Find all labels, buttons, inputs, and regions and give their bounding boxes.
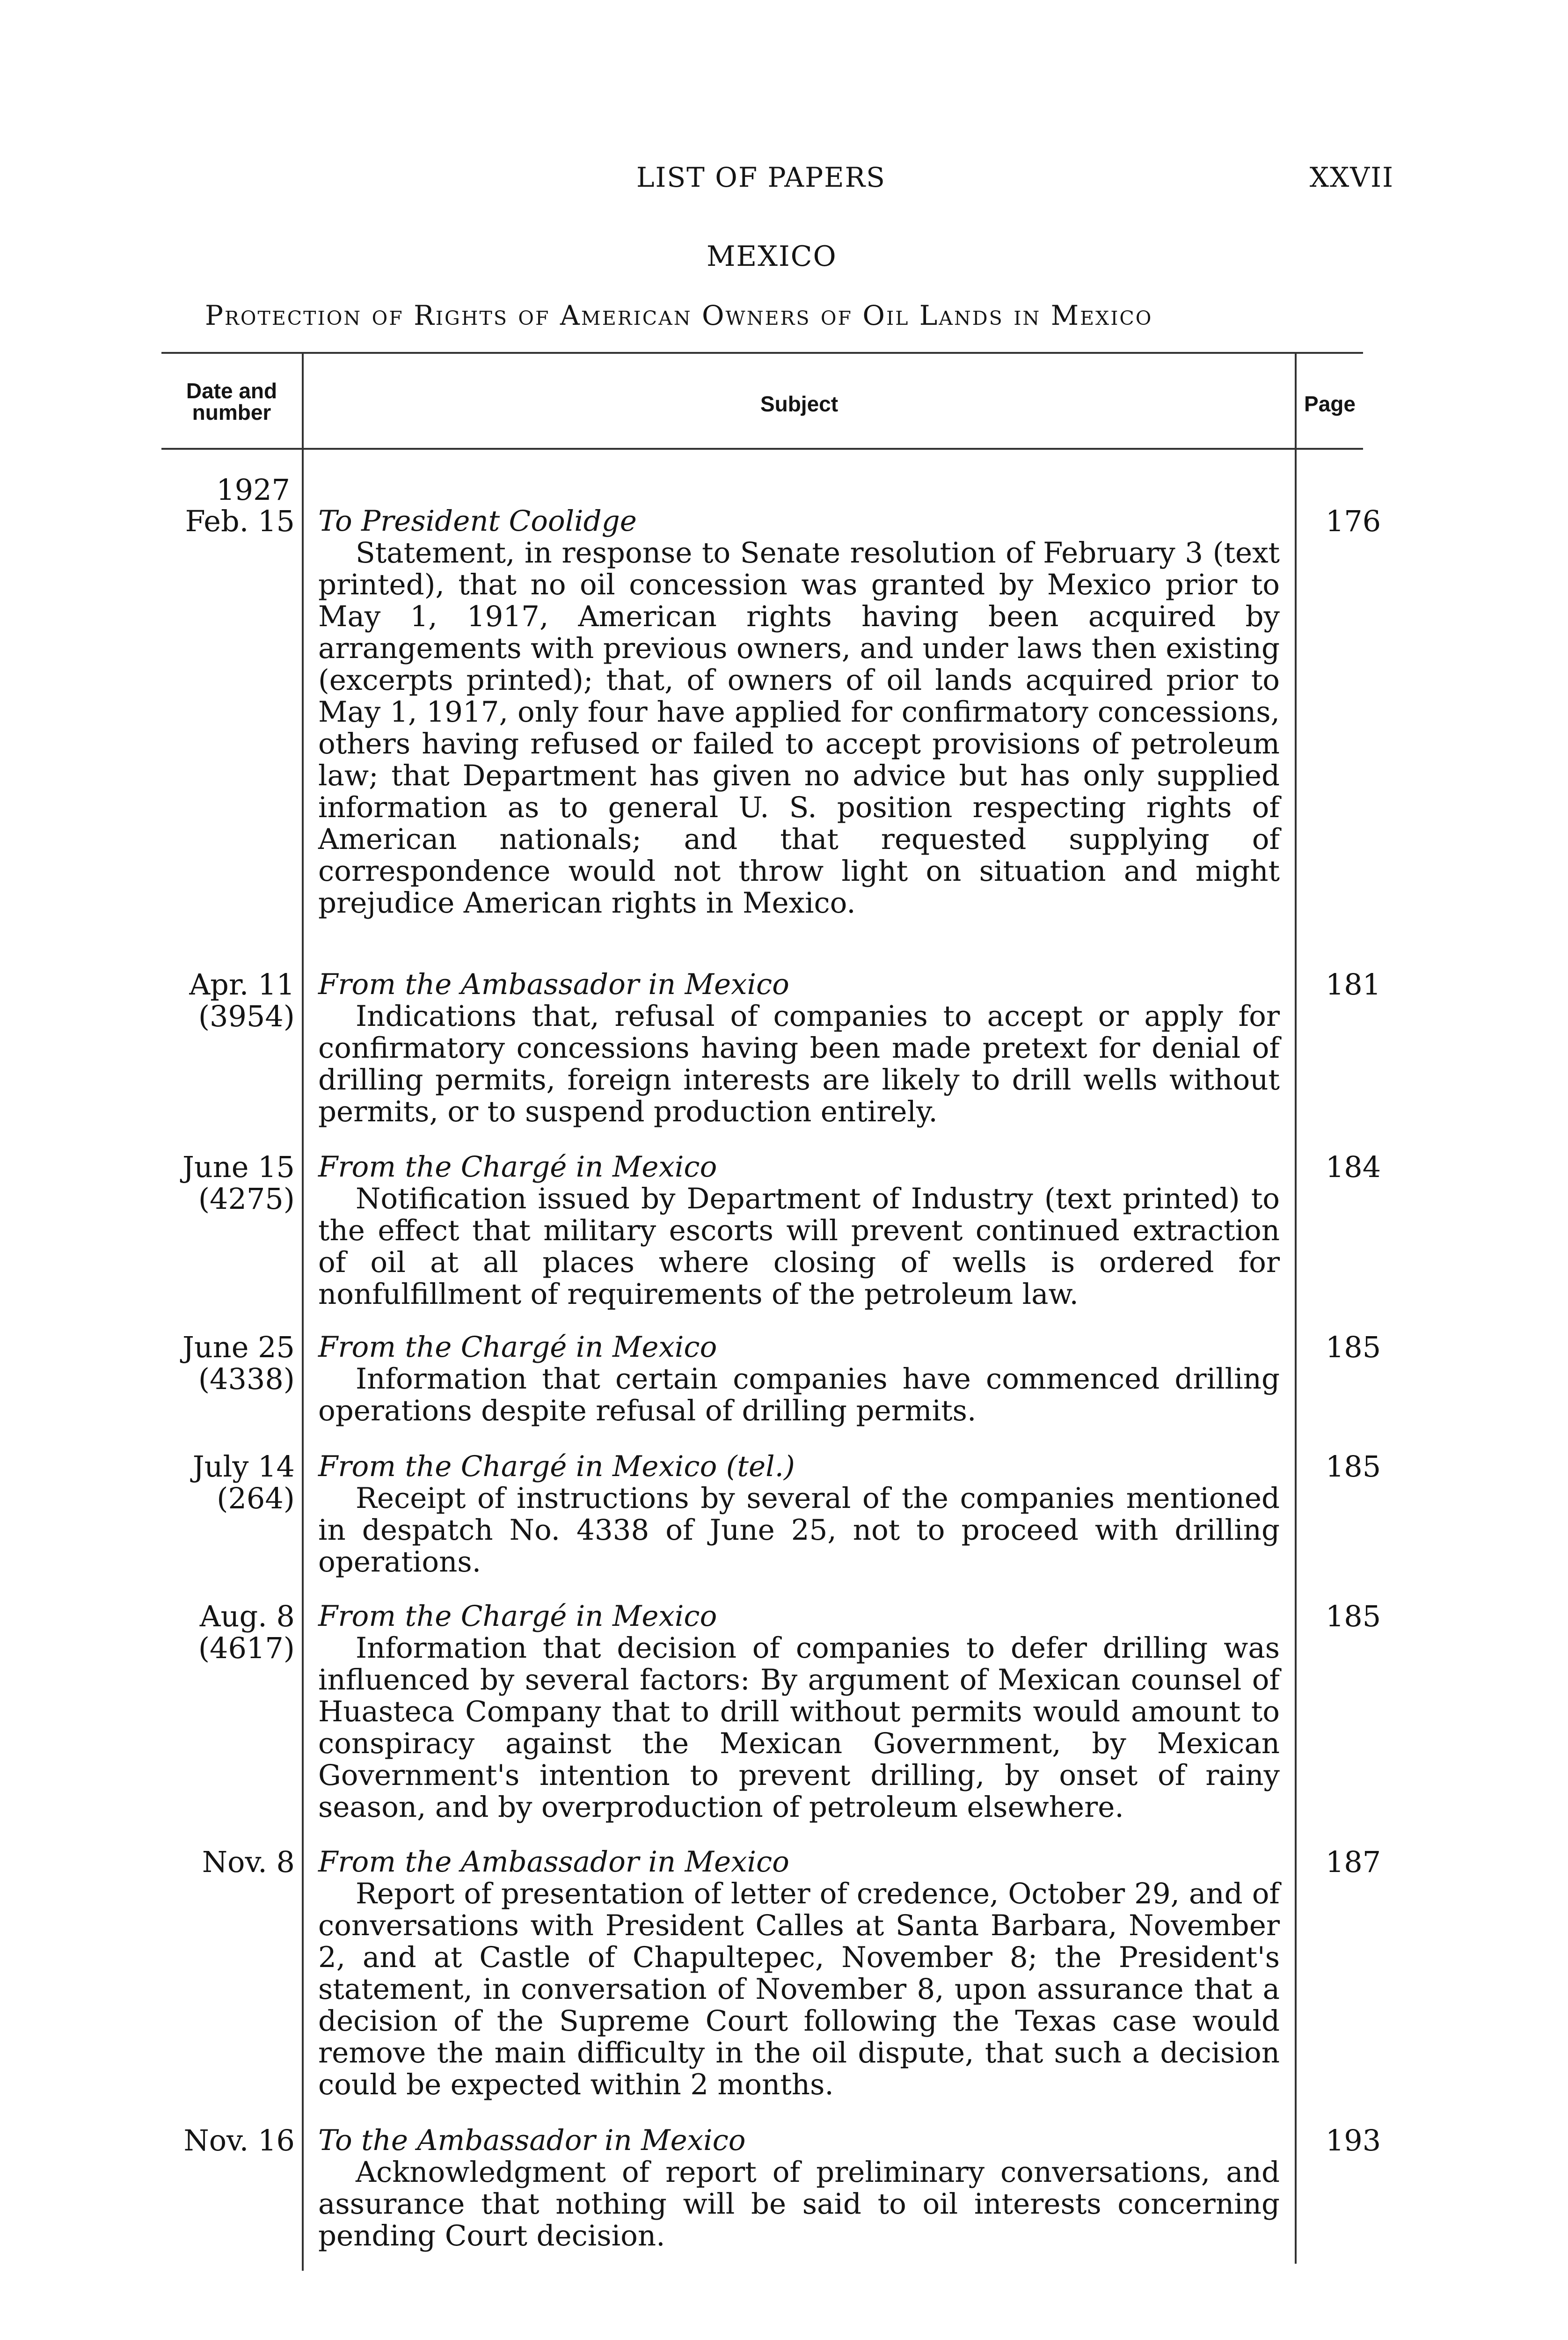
entry-summary: Acknowledgment of report of preliminary conversations, and assurance that nothing will be said to oil interests concerning pending Court decision. [318,2156,1280,2252]
column-header-subject: Subject [760,392,839,416]
running-title: LIST OF PAPERS [636,161,886,193]
entry-subject [318,1601,1280,1823]
entry-subject [318,1331,1280,1427]
entry-page: 185 [1325,1599,1381,1633]
entry-number: (4617) [198,1631,295,1665]
entry-date-text: July 14 [192,1449,295,1484]
column-header-date [161,380,302,423]
entry-summary: Indications that, refusal of companies to accept or apply for confirmatory concessions having been made pretext for denial of drilling permits, foreign interests are likely to drill wells without permits, or to suspend production entirely. [318,1000,1280,1128]
entry-date [150,1151,295,1215]
entry-addressee: From the Ambassador in Mexico [318,968,789,1001]
entry-date [150,969,295,1032]
section-subtitle [205,300,1152,331]
entry-date [150,1331,295,1395]
year-label: 1927 [216,473,290,507]
entry-summary: Information that certain companies have commenced drilling operations despite refusal of drilling permits. [318,1362,1280,1427]
entry-subject [318,1151,1280,1310]
entry-page: 176 [1325,504,1381,538]
table-top-rule [161,352,1363,354]
entry-subject [318,1846,1280,2101]
entry-summary: Report of presentation of letter of credence, October 29, and of conversations with President Calles at Santa Barbara, November 2, and at Castle of Chapultepec, November 8; the President's statement, in conversation of November 8, upon assurance that a decision of the Supreme Court following the Texas case would remove the main difficulty in the oil dispute, that such a decision could be expected within 2 months. [318,1877,1280,2101]
entry-page: 181 [1325,967,1381,1002]
column-header-page: Page [1304,392,1356,416]
entry-page: 185 [1325,1330,1381,1364]
entry-number: (4275) [198,1182,295,1216]
entry-subject [318,1451,1280,1578]
column-header-date-label: Date and number [186,379,277,424]
entry-page: 193 [1325,2123,1381,2157]
column-divider-date [302,352,304,2271]
entry-summary: Statement, in response to Senate resolution of February 3 (text printed), that no oil concession was granted by Mexico prior to May 1, 1917, American rights having been acquired by arrangements with previous owners, and under laws then existing (excerpts printed); that, of owners of oil lands acquired prior to May 1, 1917, only four have applied for confirmatory concessions, others having refused or failed to accept provisions of petroleum law; that Department has given no advice but has only supplied information as to general U. S. position respecting rights of American nationals; and that requested supplying of correspondence would not throw light on situation and might prejudice American rights in Mexico. [318,536,1280,920]
entry-addressee: From the Ambassador in Mexico [318,1845,789,1879]
entry-date-text: June 25 [182,1330,295,1364]
entry-date-text: June 15 [182,1150,295,1184]
table-header-rule [161,448,1363,450]
entry-date [150,505,295,537]
entry-number: (264) [217,1481,295,1515]
entry-summary: Notification issued by Department of Industry (text printed) to the effect that military escorts will prevent continued extraction of oil at all places where closing of wells is ordered for nonfulfillment of requirements of the petroleum law. [318,1182,1280,1311]
entry-date [150,1846,295,1878]
entry-date-text: Feb. 15 [185,504,295,538]
entry-summary: Information that decision of companies to defer drilling was influenced by several factors: By argument of Mexican counsel of Huasteca Company that to drill without permits would amount to conspiracy against the Mexican Government, by Mexican Government's intention to prevent drilling, by onset of rainy season, and by overproduction of petroleum elsewhere. [318,1631,1280,1824]
entry-subject [318,2125,1280,2252]
section-subtitle-text: Protection of Rights of American Owners of Oil Lands in Mexico [205,300,1153,331]
entry-number: (3954) [198,999,295,1033]
entry-subject [318,505,1280,919]
column-divider-page [1295,352,1297,2264]
entry-addressee: To the Ambassador in Mexico [318,2124,746,2157]
entry-date-text: Aug. 8 [199,1599,295,1633]
entry-date [150,2125,295,2157]
entry-addressee: To President Coolidge [318,505,637,538]
entry-page: 187 [1325,1845,1381,1879]
entry-date-text: Nov. 8 [202,1845,295,1879]
entry-page: 185 [1325,1449,1381,1484]
page-folio: XXVII [1309,161,1394,193]
entry-addressee: From the Chargé in Mexico [318,1600,717,1633]
entry-number: (4338) [198,1362,295,1396]
entry-date [150,1451,295,1514]
entry-date [150,1601,295,1664]
country-heading: MEXICO [707,240,837,273]
entry-addressee: From the Chargé in Mexico [318,1150,717,1184]
entry-page: 184 [1325,1150,1381,1184]
entry-date-text: Apr. 11 [189,967,295,1002]
entry-date-text: Nov. 16 [183,2123,295,2157]
page-header [0,161,1568,204]
entry-summary: Receipt of instructions by several of the companies mentioned in despatch No. 4338 of June 25, not to proceed with drilling operations. [318,1482,1280,1579]
entry-addressee: From the Chargé in Mexico (tel.) [318,1450,795,1483]
entry-addressee: From the Chargé in Mexico [318,1331,717,1364]
entry-subject [318,969,1280,1128]
